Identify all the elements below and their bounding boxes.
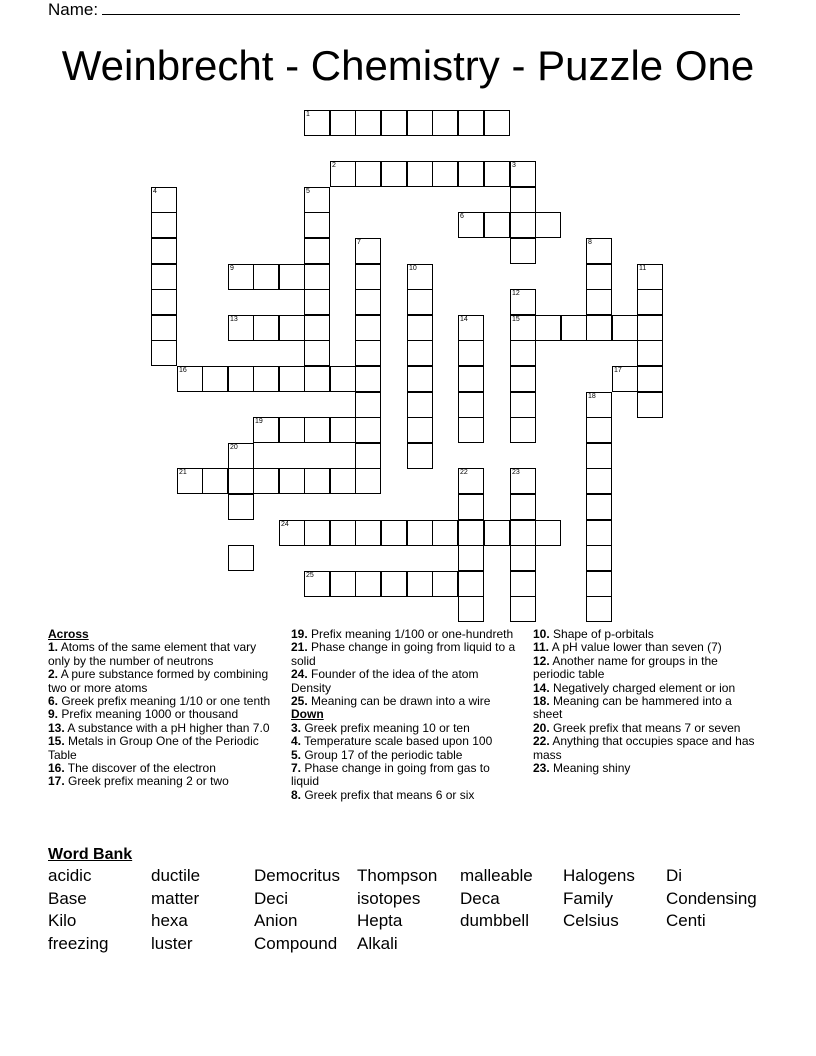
crossword-cell[interactable] (586, 571, 612, 597)
crossword-cell[interactable] (177, 366, 203, 392)
crossword-cell[interactable] (355, 571, 381, 597)
crossword-cell[interactable] (330, 366, 356, 392)
clue-number-label: 16. (48, 761, 65, 776)
clue-number: 15 (512, 316, 520, 323)
clue-number: 5 (306, 188, 310, 195)
crossword-cell[interactable] (330, 520, 356, 546)
crossword-cell[interactable] (253, 468, 279, 494)
crossword-cell[interactable] (355, 238, 381, 264)
crossword-cell[interactable] (330, 571, 356, 597)
crossword-cell[interactable] (330, 468, 356, 494)
clue-text: Greek prefix meaning 2 or two (64, 774, 229, 789)
clue (48, 641, 273, 668)
crossword-cell[interactable] (484, 110, 510, 136)
clue-text: The discover of the electron (64, 761, 216, 776)
crossword-cell[interactable] (458, 417, 484, 443)
crossword-cell[interactable] (484, 161, 510, 187)
crossword-cell[interactable] (355, 315, 381, 341)
crossword-cell[interactable] (510, 212, 536, 238)
word-bank-word: Kilo (48, 911, 77, 931)
crossword-cell[interactable] (637, 315, 663, 341)
crossword-cell[interactable] (151, 315, 177, 341)
crossword-cell[interactable] (407, 340, 433, 366)
clue-number: 7 (357, 239, 361, 246)
word-bank-title: Word Bank (48, 846, 133, 863)
word-bank-word: dumbbell (460, 911, 529, 931)
crossword-cell[interactable] (151, 289, 177, 315)
crossword-cell[interactable] (279, 264, 305, 290)
clue-number: 4 (153, 188, 157, 195)
clue-number-label: 8. (291, 787, 302, 802)
clue-text: Anything that occupies space and has mass (533, 734, 755, 762)
clue-text: Meaning can be drawn into a wire (307, 694, 491, 709)
clue-number-label: 19. (291, 627, 308, 641)
crossword-cell[interactable] (510, 289, 536, 315)
clue (48, 695, 273, 708)
clue-text: Prefix meaning 1/100 or one-hundreth (307, 627, 514, 641)
crossword-cell[interactable] (304, 212, 330, 238)
crossword-cell[interactable] (586, 443, 612, 469)
clue-number: 17 (614, 367, 622, 374)
clue (291, 735, 516, 748)
word-bank-word: Compound (254, 934, 338, 954)
crossword-cell[interactable] (510, 596, 536, 622)
crossword-cell[interactable] (612, 315, 638, 341)
crossword-cell[interactable] (304, 571, 330, 597)
crossword-cell[interactable] (586, 520, 612, 546)
clues-column-1 (48, 628, 273, 789)
clue (533, 641, 758, 654)
crossword-cell[interactable] (458, 596, 484, 622)
crossword-cell[interactable] (510, 161, 536, 187)
word-bank-word: luster (151, 934, 193, 954)
clue-number: 10 (409, 265, 417, 272)
clue-number: 11 (639, 265, 647, 272)
clue-number: 19 (255, 418, 263, 425)
crossword-cell[interactable] (228, 545, 254, 571)
crossword-cell[interactable] (228, 494, 254, 520)
clue-number: 25 (306, 572, 314, 579)
word-bank-word: malleable (460, 866, 533, 885)
clue-number: 18 (588, 393, 596, 400)
crossword-cell[interactable] (535, 315, 561, 341)
crossword-cell[interactable] (637, 264, 663, 290)
crossword-cell[interactable] (484, 212, 510, 238)
crossword-cell[interactable] (177, 468, 203, 494)
crossword-cell[interactable] (458, 110, 484, 136)
crossword-cell[interactable] (355, 110, 381, 136)
clue (48, 735, 273, 762)
clue-text: Greek prefix meaning 1/10 or one tenth (58, 694, 271, 709)
clue-number-label: 4. (291, 734, 302, 749)
crossword-cell[interactable] (586, 264, 612, 290)
crossword-cell[interactable] (228, 366, 254, 392)
clue-number: 6 (460, 213, 464, 220)
clue-number: 3 (512, 162, 516, 169)
clue-number-label: 9. (48, 707, 59, 722)
crossword-cell[interactable] (586, 468, 612, 494)
crossword-cell[interactable] (407, 571, 433, 597)
word-bank-word: Di (666, 866, 683, 885)
crossword-cell[interactable] (355, 264, 381, 290)
clue-text: Negatively charged element or ion (549, 680, 736, 695)
crossword-cell[interactable] (330, 417, 356, 443)
clue-number-label: 15. (48, 734, 65, 749)
word-bank-word: matter (151, 888, 200, 908)
word-bank-word: Anion (254, 911, 298, 931)
clue (48, 762, 273, 775)
clue-number: 21 (179, 469, 187, 476)
crossword-cell[interactable] (637, 366, 663, 392)
crossword-cell[interactable] (304, 238, 330, 264)
crossword-cell[interactable] (279, 468, 305, 494)
crossword-cell[interactable] (458, 520, 484, 546)
crossword-cell[interactable] (202, 366, 228, 392)
clue (291, 722, 516, 735)
clue-number-label: 10. (533, 627, 550, 641)
crossword-cell[interactable] (151, 264, 177, 290)
crossword-cell[interactable] (228, 315, 254, 341)
word-bank-word: ductile (151, 866, 201, 885)
clue-text: Atoms of the same element that vary only by the number of neutrons (48, 640, 257, 668)
crossword-cell[interactable] (458, 366, 484, 392)
crossword-cell[interactable] (510, 392, 536, 418)
clue (291, 762, 516, 789)
clue-text: A pure substance formed by combining two or more atoms (48, 667, 269, 695)
crossword-cell[interactable] (151, 238, 177, 264)
crossword-cell[interactable] (253, 315, 279, 341)
clue-number-label: 25. (291, 694, 308, 709)
clue-number-label: 21. (291, 640, 308, 655)
clue-number-label: 7. (291, 761, 302, 776)
word-bank-word: Thompson (357, 866, 438, 885)
crossword-cell[interactable] (458, 468, 484, 494)
crossword-cell[interactable] (304, 520, 330, 546)
clue (291, 789, 516, 802)
crossword-cell[interactable] (586, 417, 612, 443)
clue-text: Shape of p-orbitals (549, 627, 654, 641)
crossword-cell[interactable] (510, 545, 536, 571)
clue (291, 668, 516, 695)
clues-column-2 (291, 628, 516, 802)
crossword-cell[interactable] (202, 468, 228, 494)
clue-number-label: 11. (533, 640, 550, 655)
clue (48, 722, 273, 735)
clue-number-label: 14. (533, 680, 550, 695)
clue-text: A substance with a pH higher than 7.0 (64, 720, 270, 735)
crossword-cell[interactable] (586, 238, 612, 264)
crossword-cell[interactable] (637, 340, 663, 366)
crossword-cell[interactable] (151, 212, 177, 238)
clue (48, 775, 273, 788)
clue-text: Prefix meaning 1000 or thousand (58, 707, 239, 722)
crossword-cell[interactable] (304, 340, 330, 366)
clue-number-label: 23. (533, 761, 550, 776)
word-bank-word: Alkali (357, 934, 398, 954)
clue-text: Greek prefix that means 7 or seven (549, 720, 741, 735)
clue-number-label: 13. (48, 720, 65, 735)
crossword-cell[interactable] (253, 366, 279, 392)
clue-number: 2 (332, 162, 336, 169)
crossword-cell[interactable] (355, 443, 381, 469)
crossword-cell[interactable] (458, 212, 484, 238)
clue-number-label: 24. (291, 667, 308, 682)
clue (48, 668, 273, 695)
crossword-cell[interactable] (355, 468, 381, 494)
clue-number-label: 20. (533, 720, 550, 735)
clue-number: 23 (512, 469, 520, 476)
crossword-cell[interactable] (510, 366, 536, 392)
crossword-cell[interactable] (586, 315, 612, 341)
clue (533, 695, 758, 722)
crossword-cell[interactable] (561, 315, 587, 341)
word-bank-word: Celsius (563, 911, 619, 931)
clue-text: A pH value lower than seven (7) (549, 640, 722, 655)
crossword-cell[interactable] (407, 264, 433, 290)
clue-text: Metals in Group One of the Periodic Table (48, 734, 259, 762)
crossword-cell[interactable] (304, 187, 330, 213)
crossword-cell[interactable] (228, 468, 254, 494)
crossword-cell[interactable] (586, 392, 612, 418)
crossword-cell[interactable] (510, 417, 536, 443)
crossword-cell[interactable] (510, 315, 536, 341)
crossword-cell[interactable] (304, 264, 330, 290)
word-bank-word: Deca (460, 888, 500, 908)
crossword-cell[interactable] (458, 340, 484, 366)
clues-column-3 (533, 628, 758, 775)
clue-number: 24 (281, 521, 289, 528)
name-label: Name: (48, 0, 99, 19)
crossword-cell[interactable] (151, 340, 177, 366)
clue-number: 14 (460, 316, 468, 323)
clue-number-label: 6. (48, 694, 59, 709)
word-bank-word: Hepta (357, 911, 403, 931)
word-bank-word: Centi (666, 911, 706, 931)
clue-text: Group 17 of the periodic table (301, 747, 463, 762)
word-bank-word: Halogens (563, 866, 635, 885)
word-bank-word: Condensing (666, 888, 757, 908)
crossword-cell[interactable] (279, 520, 305, 546)
clue-number-label: 18. (533, 694, 550, 709)
clue-number-label: 12. (533, 653, 550, 668)
crossword-cell[interactable] (510, 340, 536, 366)
crossword-cell[interactable] (510, 571, 536, 597)
crossword-cell[interactable] (253, 417, 279, 443)
clue-number-label: 3. (291, 720, 302, 735)
crossword-cell[interactable] (304, 366, 330, 392)
crossword-cell[interactable] (407, 110, 433, 136)
crossword-cell[interactable] (510, 468, 536, 494)
clue (291, 641, 516, 668)
crossword-cell[interactable] (304, 417, 330, 443)
crossword-cell[interactable] (355, 340, 381, 366)
crossword-cell[interactable] (407, 520, 433, 546)
crossword-cell[interactable] (253, 264, 279, 290)
clue (533, 735, 758, 762)
clue-text: Greek prefix meaning 10 or ten (301, 720, 470, 735)
word-bank-word: Democritus (254, 866, 340, 885)
crossword-cell[interactable] (381, 520, 407, 546)
crossword-cell[interactable] (355, 520, 381, 546)
crossword-cell[interactable] (458, 571, 484, 597)
clue-number: 8 (588, 239, 592, 246)
crossword-cell[interactable] (432, 571, 458, 597)
clue-number: 1 (306, 111, 310, 118)
crossword-cell[interactable] (458, 494, 484, 520)
clue-number-label: 22. (533, 734, 550, 749)
crossword-cell[interactable] (484, 520, 510, 546)
clue-number: 16 (179, 367, 187, 374)
word-bank-word: acidic (48, 866, 92, 885)
word-bank-word: hexa (151, 911, 188, 931)
crossword-cell[interactable] (612, 366, 638, 392)
crossword-cell[interactable] (355, 392, 381, 418)
clue-number: 20 (230, 444, 238, 451)
crossword-cell[interactable] (355, 366, 381, 392)
clue-number-label: 2. (48, 667, 59, 682)
crossword-cell[interactable] (228, 264, 254, 290)
clue-text: Greek prefix that means 6 or six (301, 787, 475, 802)
clue (533, 682, 758, 695)
crossword-cell[interactable] (458, 161, 484, 187)
clue-number: 12 (512, 290, 520, 297)
clue (291, 695, 516, 708)
crossword-cell[interactable] (510, 494, 536, 520)
clue-number: 22 (460, 469, 468, 476)
crossword-cell[interactable] (586, 289, 612, 315)
crossword-cell[interactable] (381, 161, 407, 187)
crossword-cell[interactable] (458, 392, 484, 418)
crossword-cell[interactable] (535, 212, 561, 238)
clue-text: Another name for groups in the periodic table (533, 653, 718, 682)
word-bank-word: isotopes (357, 888, 421, 908)
crossword-cell[interactable] (228, 443, 254, 469)
word-bank-word: Base (48, 888, 87, 908)
crossword-cell[interactable] (279, 315, 305, 341)
clue-number-label: 17. (48, 774, 65, 789)
clue (533, 722, 758, 735)
crossword-cell[interactable] (381, 571, 407, 597)
crossword-cell[interactable] (304, 468, 330, 494)
crossword-cell[interactable] (510, 187, 536, 213)
crossword-cell[interactable] (381, 110, 407, 136)
crossword-cell[interactable] (535, 520, 561, 546)
clue (533, 628, 758, 641)
clue-text: Meaning can be hammered into a sheet (533, 694, 732, 722)
page-title: Weinbrecht - Chemistry - Puzzle One (61, 42, 755, 89)
clue-number-label: 5. (291, 747, 302, 762)
clue-text: Phase change in going from liquid to a solid (291, 640, 516, 668)
clue-section-header: Across (48, 627, 89, 641)
clue-number-label: 1. (48, 640, 59, 655)
clue-section-header: Down (291, 707, 324, 722)
crossword-cell[interactable] (279, 417, 305, 443)
crossword-cell[interactable] (407, 161, 433, 187)
crossword-cell[interactable] (458, 315, 484, 341)
crossword-cell[interactable] (586, 494, 612, 520)
crossword-cell[interactable] (432, 161, 458, 187)
clue (291, 749, 516, 762)
crossword-cell[interactable] (304, 315, 330, 341)
crossword-cell[interactable] (304, 289, 330, 315)
crossword-cell[interactable] (355, 161, 381, 187)
crossword-cell[interactable] (330, 161, 356, 187)
crossword-cell[interactable] (407, 315, 433, 341)
crossword-cell[interactable] (510, 520, 536, 546)
crossword-cell[interactable] (510, 238, 536, 264)
crossword-cell[interactable] (432, 520, 458, 546)
crossword-cell[interactable] (407, 366, 433, 392)
word-bank-word: freezing (48, 934, 109, 954)
crossword-cell[interactable] (407, 289, 433, 315)
clue-text: Phase change in going from gas to liquid (291, 761, 490, 789)
crossword-cell[interactable] (151, 187, 177, 213)
crossword-cell[interactable] (304, 110, 330, 136)
clue-text: Founder of the idea of the atom Density (291, 667, 479, 695)
crossword-cell[interactable] (279, 366, 305, 392)
crossword-cell[interactable] (407, 443, 433, 469)
clue-number: 13 (230, 316, 238, 323)
crossword-cell[interactable] (432, 110, 458, 136)
crossword-cell[interactable] (407, 417, 433, 443)
clue (291, 628, 516, 641)
clue-number: 9 (230, 265, 234, 272)
crossword-cell[interactable] (355, 417, 381, 443)
crossword-cell[interactable] (586, 596, 612, 622)
word-bank-word: Deci (254, 888, 289, 908)
clue (533, 655, 758, 682)
crossword-cell[interactable] (458, 545, 484, 571)
crossword-cell[interactable] (407, 392, 433, 418)
clue (533, 762, 758, 775)
clue-text: Meaning shiny (549, 761, 631, 776)
crossword-cell[interactable] (586, 545, 612, 571)
clue (48, 708, 273, 721)
crossword-cell[interactable] (637, 392, 663, 418)
crossword-cell[interactable] (330, 110, 356, 136)
crossword-cell[interactable] (355, 289, 381, 315)
crossword-cell[interactable] (637, 289, 663, 315)
word-bank-word: Family (563, 888, 614, 908)
clue-text: Temperature scale based upon 100 (301, 734, 493, 749)
